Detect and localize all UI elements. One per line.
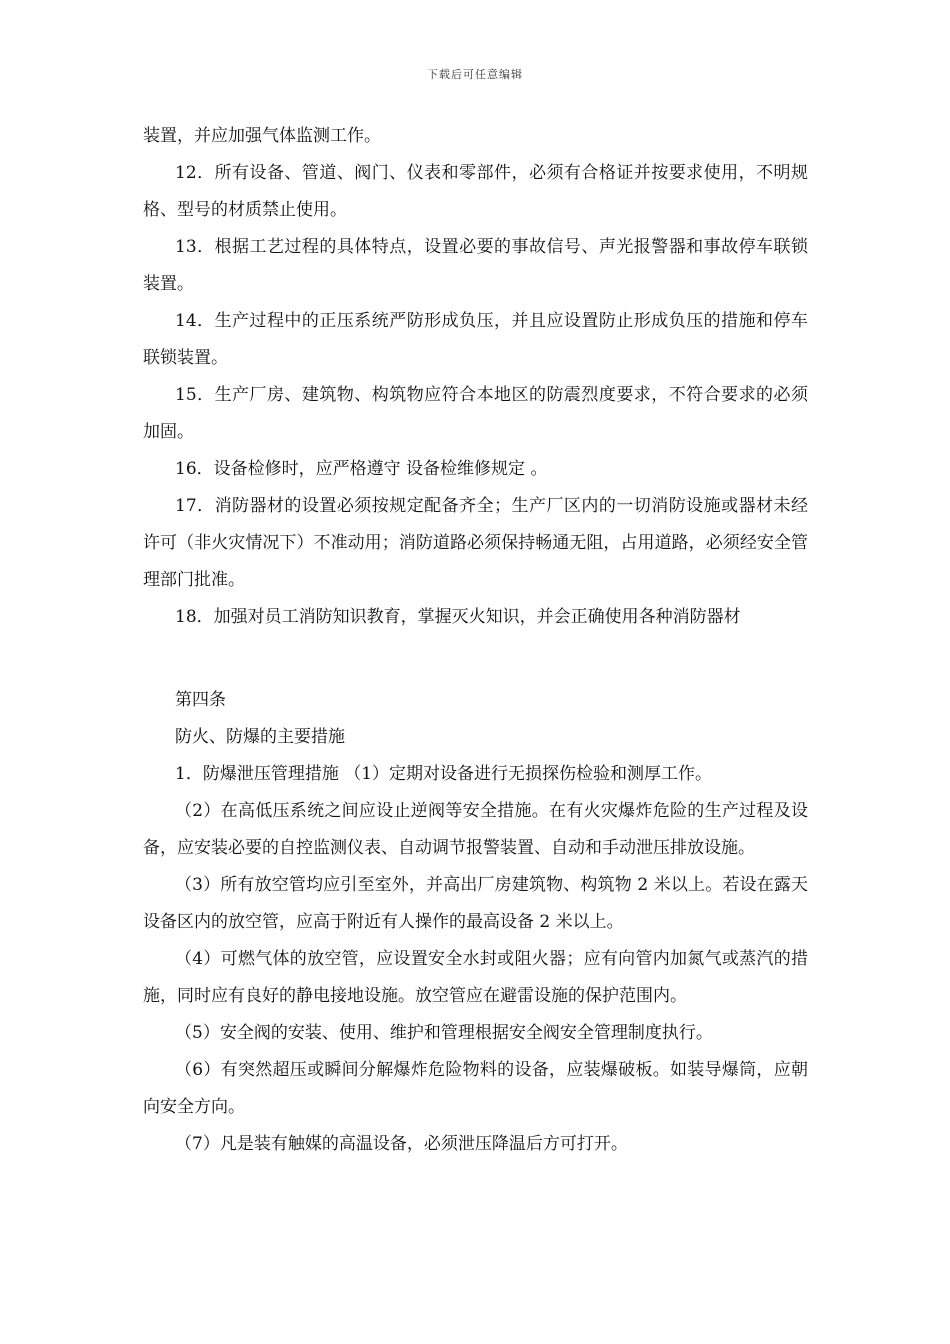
paragraph-continuation: 装置，并应加强气体监测工作。	[143, 126, 381, 146]
measure-item-6: （6）有突然超压或瞬间分解爆炸危险物料的设备，应装爆破板。如装导爆筒，应朝向安全方向。	[143, 1060, 808, 1117]
paragraph-item-15: 15．生产厂房、建筑物、构筑物应符合本地区的防震烈度要求，不符合要求的必须加固。	[143, 385, 808, 442]
measure-item-3: （3）所有放空管均应引至室外，并高出厂房建筑物、构筑物 2 米以上。若设在露天设备区内的放空管，应高于附近有人操作的最高设备 2 米以上。	[143, 875, 808, 932]
measure-item-7: （7）凡是装有触媒的高温设备，必须泄压降温后方可打开。	[175, 1134, 628, 1154]
measure-item-2: （2）在高低压系统之间应设止逆阀等安全措施。在有火灾爆炸危险的生产过程及设备，应安装必要的自控监测仪表、自动调节报警装置、自动和手动泄压排放设施。	[143, 801, 808, 858]
page-header-note: 下载后可任意编辑	[427, 68, 523, 81]
section-subtitle: 防火、防爆的主要措施	[175, 727, 345, 747]
measure-item-5: （5）安全阀的安装、使用、维护和管理根据安全阀安全管理制度执行。	[175, 1023, 713, 1043]
paragraph-item-18: 18．加强对员工消防知识教育，掌握灭火知识，并会正确使用各种消防器材	[175, 607, 741, 627]
measure-item-4: （4）可燃气体的放空管，应设置安全水封或阻火器；应有向管内加氮气或蒸汽的措施，同时应有良好的静电接地设施。放空管应在避雷设施的保护范围内。	[143, 949, 808, 1006]
paragraph-item-14: 14．生产过程中的正压系统严防形成负压，并且应设置防止形成负压的措施和停车联锁装置。	[143, 311, 808, 368]
paragraph-item-13: 13．根据工艺过程的具体特点，设置必要的事故信号、声光报警器和事故停车联锁装置。	[143, 237, 808, 294]
document-body	[143, 118, 808, 1163]
section-spacer	[143, 636, 808, 682]
section-title: 第四条	[175, 690, 226, 710]
paragraph-item-16: 16．设备检修时，应严格遵守 设备检维修规定 。	[175, 459, 548, 479]
paragraph-item-12: 12．所有设备、管道、阀门、仪表和零部件，必须有合格证并按要求使用，不明规格、型号的材质禁止使用。	[143, 163, 808, 220]
measure-item-1: 1．防爆泄压管理措施 （1）定期对设备进行无损探伤检验和测厚工作。	[175, 764, 713, 784]
paragraph-item-17: 17．消防器材的设置必须按规定配备齐全；生产厂区内的一切消防设施或器材未经许可（非火灾情况下）不准动用；消防道路必须保持畅通无阻，占用道路，必须经安全管理部门批准。	[143, 496, 808, 590]
